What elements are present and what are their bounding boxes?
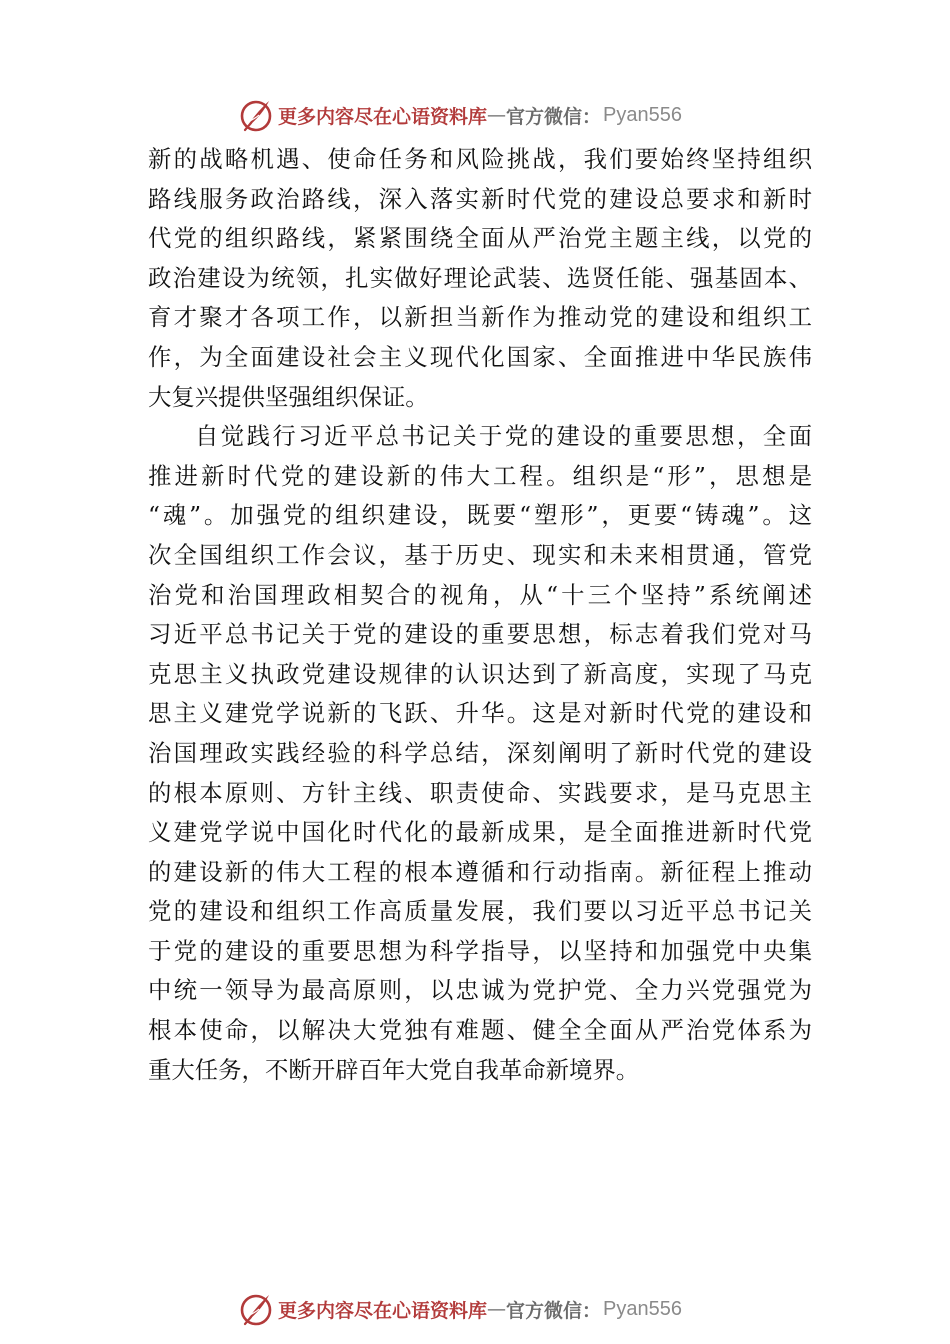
text-line: 治党和治国理政相契合的视角，从“十三个坚持”系统阐述 — [148, 580, 812, 609]
text-line: 习近平总书记关于党的建设的重要思想，标志着我们党对马 — [148, 620, 812, 649]
text-line: 自觉践行习近平总书记关于党的建设的重要思想，全面 — [195, 422, 812, 451]
text-line: 治国理政实践经验的科学总结，深刻阐明了新时代党的建设 — [148, 738, 812, 767]
text-line: 推进新时代党的建设新的伟大工程。组织是“形”，思想是 — [148, 461, 812, 490]
text-line: 作，为全面建设社会主义现代化国家、全面推进中华民族伟 — [148, 342, 812, 371]
paragraph-2 — [148, 417, 812, 1090]
text-line: 次全国组织工作会议，基于历史、现实和未来相贯通，管党 — [148, 540, 812, 569]
text-line: 政治建设为统领，扎实做好理论武装、选贤任能、强基固本、 — [148, 263, 812, 292]
banner-wechat-id: Pyan556 — [603, 1297, 682, 1320]
text-line: 于党的建设的重要思想为科学指导，以坚持和加强党中央集 — [148, 936, 812, 965]
text-line: 代党的组织路线，紧紧围绕全面从严治党主题主线，以党的 — [148, 224, 812, 253]
text-line: 义建党学说中国化时代化的最新成果，是全面推进新时代党 — [148, 818, 812, 847]
banner-wechat-label: 官方微信： — [506, 105, 602, 128]
text-line: 路线服务政治路线，深入落实新时代党的建设总要求和新时 — [148, 184, 812, 213]
text-line: 大复兴提供坚强组织保证。 — [148, 382, 429, 411]
text-line: 育才聚才各项工作，以新担当新作为推动党的建设和组织工 — [148, 303, 812, 332]
banner-wechat-label: 官方微信： — [506, 1299, 602, 1322]
header-banner — [238, 95, 682, 135]
banner-separator: — — [487, 1298, 507, 1320]
text-line: 中统一领导为最高原则，以忠诚为党护党、全力兴党强党为 — [148, 976, 812, 1005]
text-line: 的建设新的伟大工程的根本遵循和行动指南。新征程上推动 — [148, 857, 812, 886]
quill-logo-icon — [238, 1291, 274, 1327]
paragraph-1 — [148, 140, 812, 417]
text-line: 思主义建党学说新的飞跃、升华。这是对新时代党的建设和 — [148, 699, 812, 728]
text-line: 党的建设和组织工作高质量发展，我们要以习近平总书记关 — [148, 897, 812, 926]
footer-banner — [238, 1289, 682, 1329]
document-body — [148, 140, 812, 1090]
quill-logo-icon — [238, 97, 274, 133]
banner-brand-text: 更多内容尽在心语资料库 — [278, 1299, 488, 1322]
text-line: 克思主义执政党建设规律的认识达到了新高度，实现了马克 — [148, 659, 812, 688]
text-line: 的根本原则、方针主线、职责使命、实践要求，是马克思主 — [148, 778, 812, 807]
text-line: “魂”。加强党的组织建设，既要“塑形”，更要“铸魂”。这 — [148, 501, 812, 530]
text-line: 新的战略机遇、使命任务和风险挑战，我们要始终坚持组织 — [148, 145, 812, 173]
banner-brand-text: 更多内容尽在心语资料库 — [278, 105, 488, 128]
text-line: 根本使命，以解决大党独有难题、健全全面从严治党体系为 — [148, 1016, 812, 1045]
text-line: 重大任务，不断开辟百年大党自我革命新境界。 — [148, 1055, 640, 1084]
banner-wechat-id: Pyan556 — [603, 103, 682, 126]
banner-separator: — — [487, 104, 507, 126]
